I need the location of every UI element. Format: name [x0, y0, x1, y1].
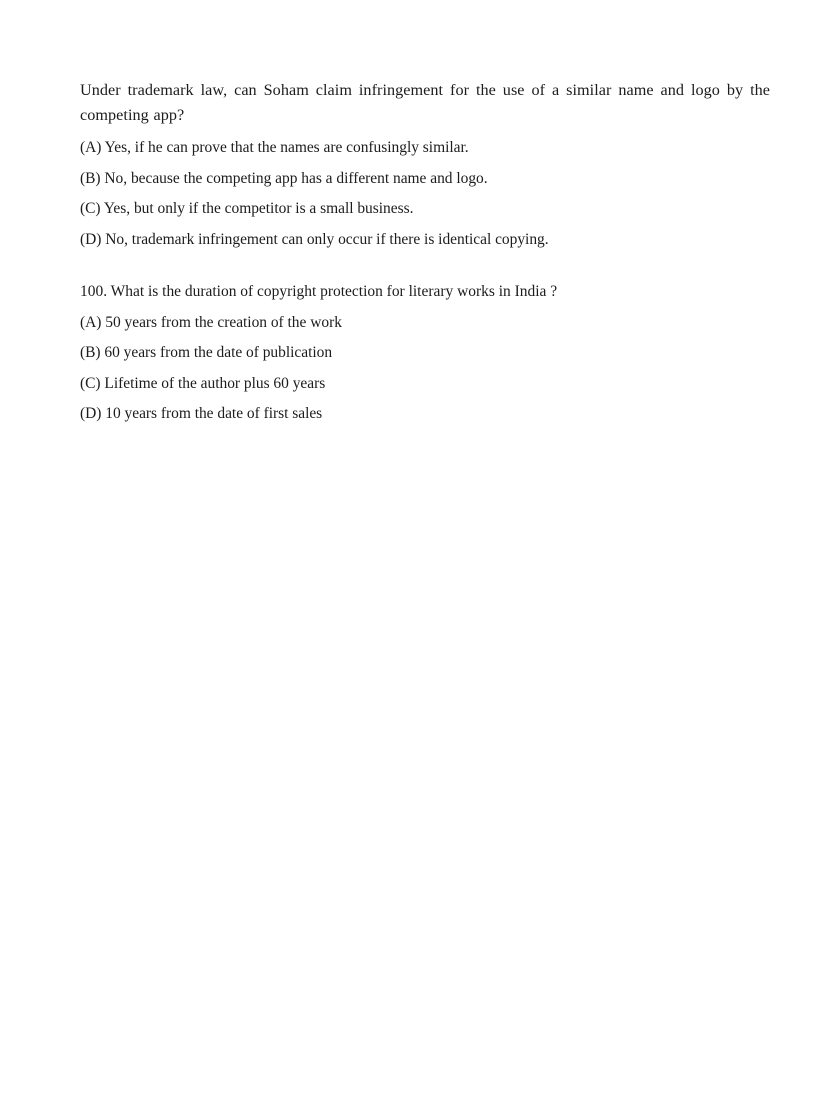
question-100-option-a[interactable]: (A) 50 years from the creation of the work — [80, 312, 342, 331]
question-block-100 — [80, 281, 770, 425]
question-separator — [80, 250, 770, 281]
option-b[interactable]: (B) No, because the competing app has a different name and logo. — [80, 168, 488, 187]
question-100-option-d[interactable]: (D) 10 years from the date of first sales — [80, 404, 323, 422]
question-stem: Under trademark law, can Soham claim infringement for the use of a similar name and logo by the competing app? — [80, 81, 770, 124]
question-100-stem: 100. What is the duration of copyright protection for literary works in India ? — [80, 281, 558, 300]
option-a[interactable]: (A) Yes, if he can prove that the names are confusingly similar. — [80, 138, 469, 156]
page-content — [80, 78, 770, 424]
question-block-trademark — [80, 78, 770, 250]
question-100-option-b[interactable]: (B) 60 years from the date of publication — [80, 343, 333, 361]
option-d[interactable]: (D) No, trademark infringement can only occur if there is identical copying. — [80, 229, 549, 248]
option-c[interactable]: (C) Yes, but only if the competitor is a small business. — [80, 199, 414, 217]
question-100-option-c[interactable]: (C) Lifetime of the author plus 60 years — [80, 373, 326, 392]
